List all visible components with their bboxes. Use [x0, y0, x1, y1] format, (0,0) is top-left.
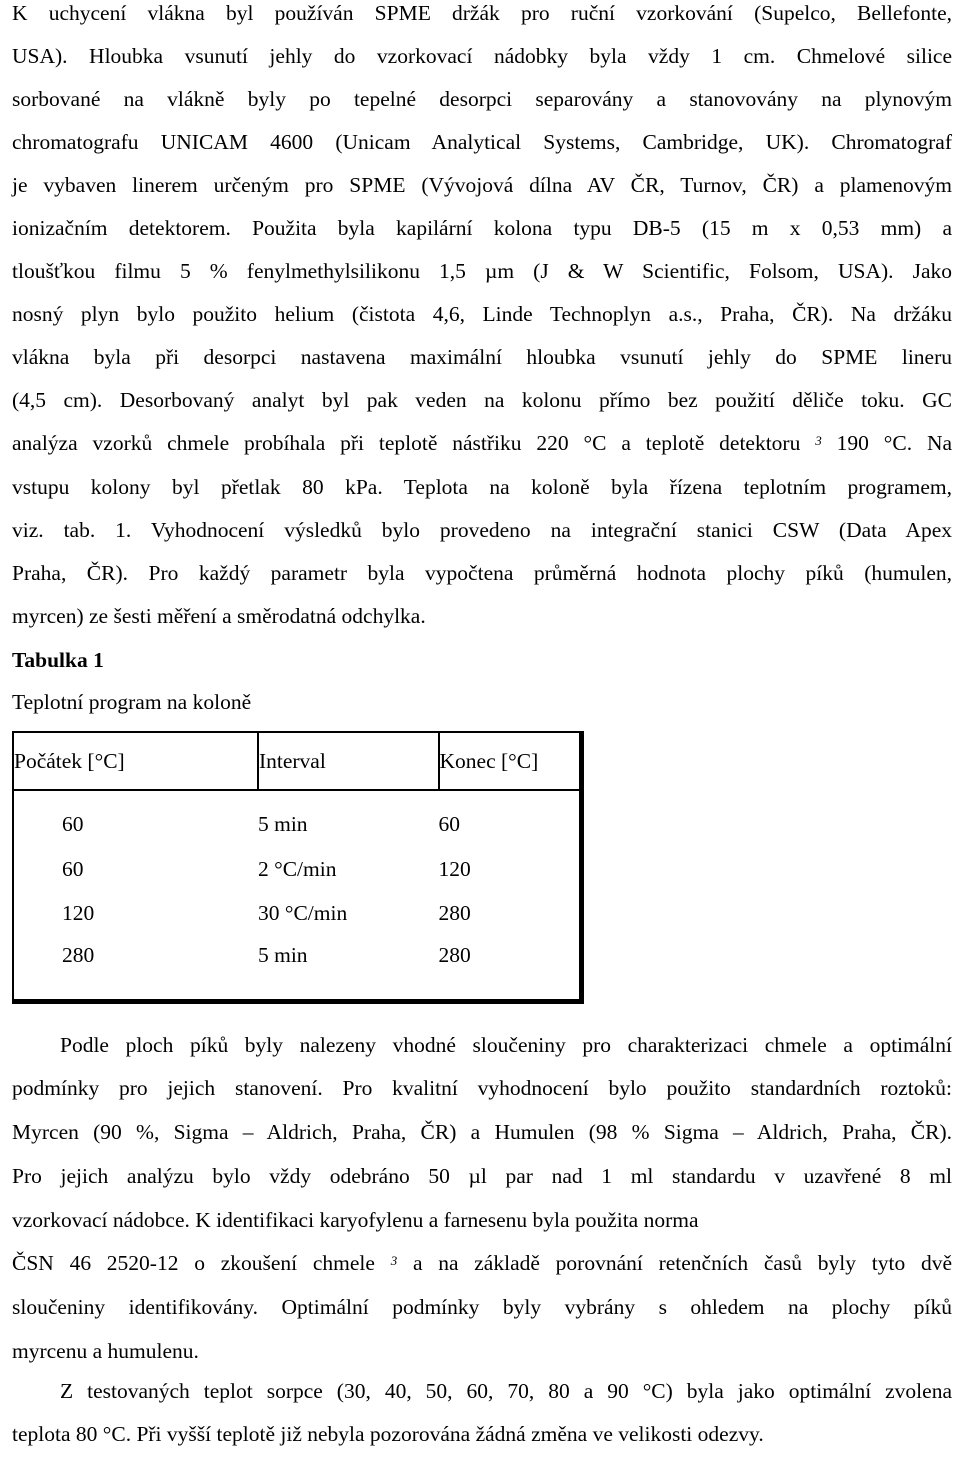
table-cell: 5 min [257, 943, 308, 967]
table-cell [13, 935, 258, 1002]
footnote-ref: 3 [390, 1253, 398, 1268]
text-segment: analýza vzorků chmele probíhala při teplotě nástřiku 220 °C a teplotě detektoru [12, 431, 801, 455]
text-line: Myrcen (90 %, Sigma – Aldrich, Praha, ČR) a Humulen (98 % Sigma – Aldrich, Praha, ČR). [12, 1120, 952, 1144]
text-line: Podle ploch píků byly nalezeny vhodné sloučeniny pro charakterizaci chmele a optimální [60, 1033, 952, 1057]
text-segment: 190 °C. Na [821, 431, 953, 455]
text-line: vstupu kolony byl přetlak 80 kPa. Teplota na koloně byla řízena teplotním programem, [12, 475, 952, 499]
text-line [12, 430, 952, 474]
text-line: (4,5 cm). Desorbovaný analyt byl pak veden na kolonu přímo bez použití děliče toku. GC [12, 388, 952, 412]
text-segment: ČSN 46 2520-12 o zkoušení chmele [12, 1251, 375, 1275]
text-line [12, 1250, 952, 1294]
text-line: Pro jejich analýzu bylo vždy odebráno 50 µl par nad 1 ml standardu v uzavřené 8 ml [12, 1164, 952, 1188]
text-line: myrcen) ze šesti měření a směrodatná odchylka. [12, 604, 426, 628]
cell-value: 280 [62, 943, 95, 967]
table-cell: 2 °C/min [257, 856, 337, 881]
header-cell: Počátek [°C] [13, 732, 258, 790]
table-caption: Teplotní program na koloně [12, 690, 252, 714]
text-line: teplota 80 °C. Při vyšší teplotě již nebyla pozorována žádná změna ve velikosti odezvy. [12, 1422, 764, 1446]
table-cell [13, 790, 258, 847]
table-row [13, 935, 582, 1002]
text-line: podmínky pro jejich stanovení. Pro kvalitní vyhodnocení bylo použito standardních roztoků: [12, 1076, 952, 1100]
text-line: Z testovaných teplot sorpce (30, 40, 50, 60, 70, 80 a 90 °C) byla jako optimální zvolena [60, 1379, 952, 1403]
table-cell: 280 [438, 900, 471, 925]
table-cell [13, 847, 258, 891]
text-line: K uchycení vlákna byl používán SPME držák pro ruční vzorkování (Supelco, Bellefonte, [12, 1, 952, 25]
table-cell [13, 891, 258, 935]
table-heading: Tabulka 1 [12, 648, 104, 672]
text-line: vlákna byla při desorpci nastavena maximální hloubka vsunutí jehly do SPME lineru [12, 345, 952, 369]
header-label: Konec [°C] [439, 748, 539, 773]
text-line: vzorkovací nádobce. K identifikaci karyofylenu a farnesenu byla použita norma [12, 1208, 699, 1232]
cell-value: 60 [62, 811, 84, 836]
header-label: Interval [258, 748, 326, 773]
text-segment: a na základě porovnání retenčních časů byly tyto dvě [397, 1251, 952, 1275]
table-cell: 120 [438, 856, 471, 881]
text-line: viz. tab. 1. Vyhodnocení výsledků bylo provedeno na integrační stanici CSW (Data Apex [12, 518, 952, 542]
table-row [13, 790, 582, 847]
table-cell: 280 [438, 943, 471, 967]
text-line: sorbované na vlákně byly po tepelné desorpci separovány a stanovovány na plynovým [12, 87, 952, 111]
table-cell: 60 [438, 811, 461, 836]
text-line: Praha, ČR). Pro každý parametr byla vypočtena průměrná hodnota plochy píků (humulen, [12, 561, 952, 585]
text-line: je vybaven linerem určeným pro SPME (Vývojová dílna AV ČR, Turnov, ČR) a plamenovým [12, 173, 952, 197]
header-cell [258, 732, 439, 790]
cell-value: 60 [62, 856, 84, 881]
text-line: USA). Hloubka vsunutí jehly do vzorkovací nádobky byla vždy 1 cm. Chmelové silice [12, 44, 952, 68]
temperature-program-table [12, 731, 584, 1004]
cell-value: 120 [62, 900, 95, 925]
table-row [13, 891, 582, 935]
text-line: tloušťkou filmu 5 % fenylmethylsilikonu 1,5 µm (J & W Scientific, Folsom, USA). Jako [12, 259, 952, 283]
text-line: myrcenu a humulenu. [12, 1339, 199, 1363]
text-line: chromatografu UNICAM 4600 (Unicam Analytical Systems, Cambridge, UK). Chromatograf [12, 130, 952, 154]
table-cell: 5 min [257, 811, 308, 836]
text-line: ionizačním detektorem. Použita byla kapilární kolona typu DB-5 (15 m x 0,53 mm) a [12, 216, 952, 240]
text-line: nosný plyn bylo použito helium (čistota 4,6, Linde Technoplyn a.s., Praha, ČR). Na držáku [12, 302, 952, 326]
table-header-row [13, 732, 582, 790]
table-row [13, 847, 582, 891]
table-cell: 30 °C/min [257, 900, 348, 925]
footnote-ref: 3 [815, 433, 822, 448]
text-line: sloučeniny identifikovány. Optimální podmínky byly vybrány s ohledem na plochy píků [12, 1295, 952, 1319]
header-cell [439, 732, 582, 790]
